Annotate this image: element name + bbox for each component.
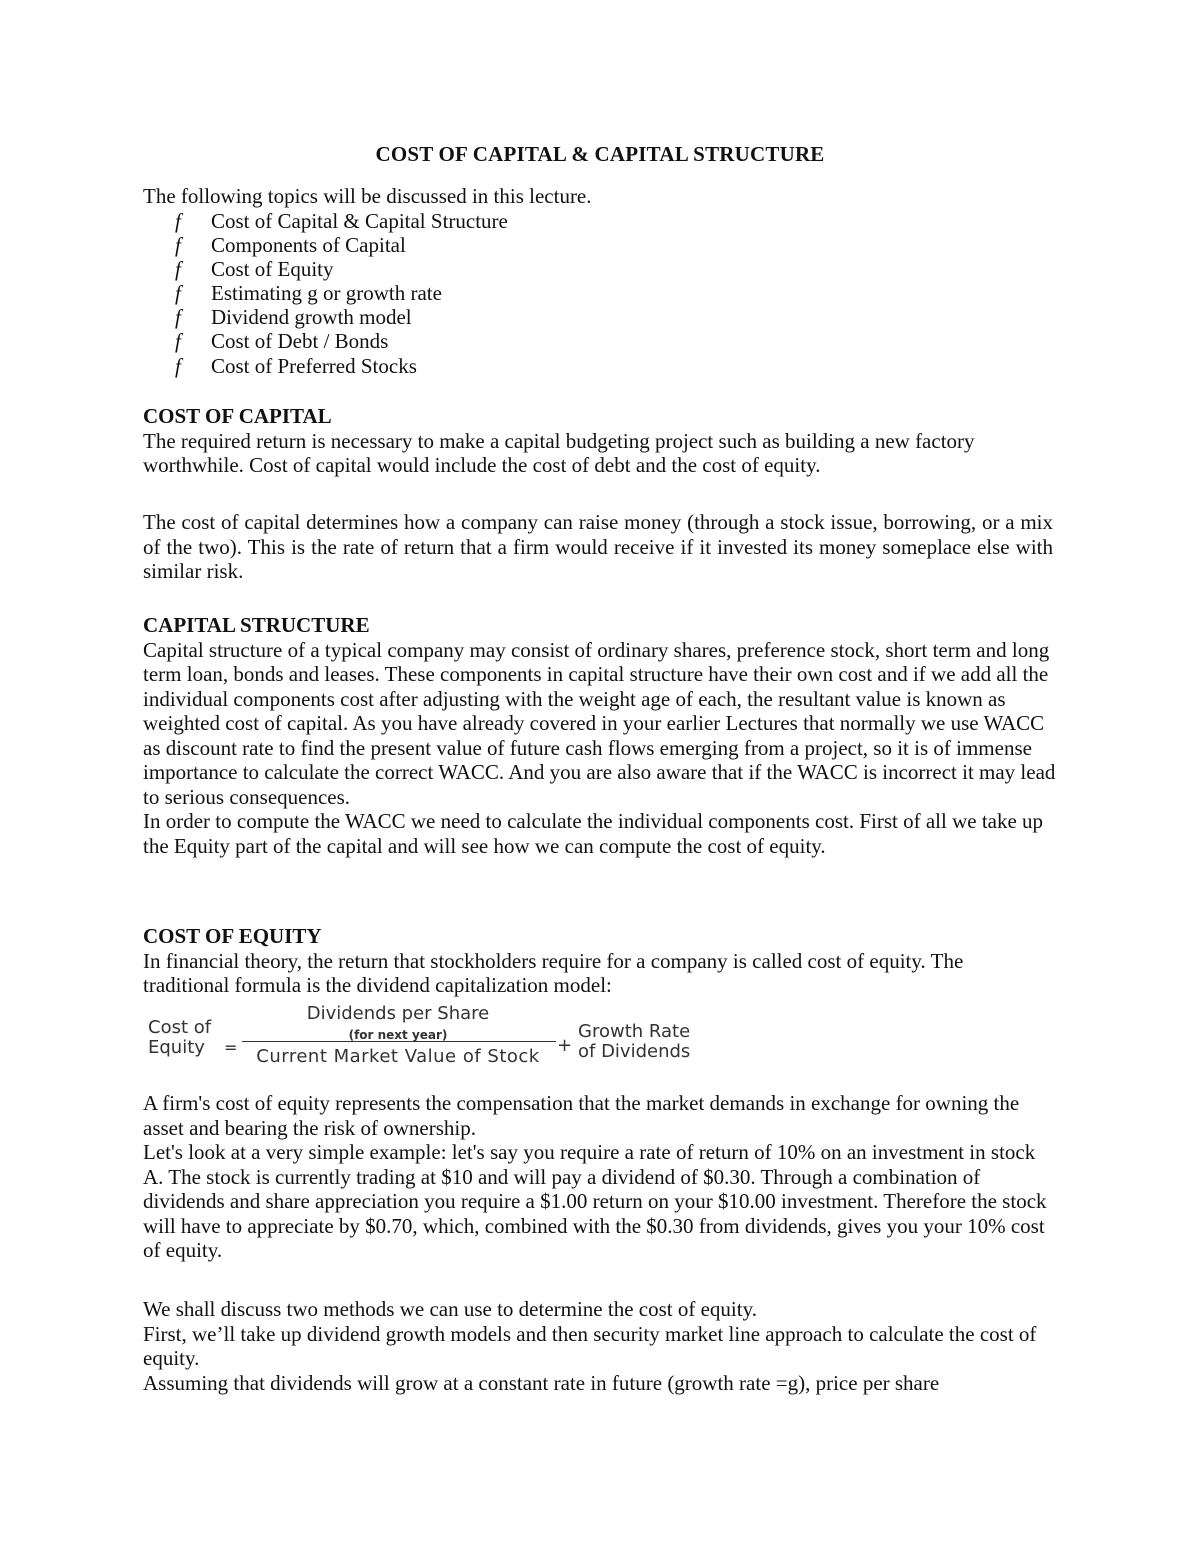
topics-list — [143, 209, 1053, 378]
topic-label: Cost of Preferred Stocks — [211, 353, 417, 378]
paragraph: The cost of capital determines how a company can raise money (through a stock issue, borrowing, or a mix of the two). This is the rate of return that a firm would receive if it invested its money someplace else with similar risk. — [143, 510, 1053, 583]
capital-structure-section — [143, 613, 1063, 858]
bullet-icon: f — [175, 256, 181, 281]
bullet-icon: f — [175, 232, 181, 257]
formula-equals: = — [224, 1038, 238, 1057]
paragraph: In financial theory, the return that stockholders require for a company is called cost of equity. The traditional formula is the dividend capitalization model: — [143, 948, 964, 997]
bullet-icon: f — [175, 353, 181, 378]
topic-label: Cost of Debt / Bonds — [211, 329, 389, 354]
paragraph: First, we’ll take up dividend growth models and then security market line approach to calculate the cost of equity. — [143, 1321, 1037, 1370]
cost-of-equity-section — [143, 924, 1023, 998]
formula-lhs: Equity — [148, 1037, 205, 1058]
section-heading: CAPITAL STRUCTURE — [143, 613, 370, 637]
paragraph: Let's look at a very simple example: let's say you require a rate of return of 10% on an investment in stock A. The stock is currently trading at $10 and will pay a dividend of $0.30. Through a combination of dividends and share appreciation you require a $1.00 return on your $10.00 investment. Therefore the stock will have to appreciate by $0.70, which, combined with the $0.30 from dividends, gives you your 10% cost of equity. — [143, 1140, 1047, 1262]
topic-label: Components of Capital — [211, 232, 406, 257]
topic-label: Estimating g or growth rate — [211, 281, 442, 306]
formula-rhs: Growth Rate — [578, 1021, 691, 1042]
bullet-icon: f — [175, 281, 181, 306]
list-item — [143, 329, 1053, 353]
intro-section — [143, 184, 1053, 378]
list-item — [143, 305, 1053, 329]
paragraph: Assuming that dividends will grow at a constant rate in future (growth rate =g), price per share — [143, 1370, 940, 1395]
cost-of-equity-formula — [146, 1002, 716, 1072]
formula-lhs: Cost of — [148, 1017, 212, 1038]
cost-of-equity-section-3 — [143, 1297, 1048, 1395]
page-title: COST OF CAPITAL & CAPITAL STRUCTURE — [375, 142, 825, 166]
list-item — [143, 257, 1053, 281]
paragraph: We shall discuss two methods we can use to determine the cost of equity. — [143, 1297, 757, 1321]
bullet-icon: f — [175, 329, 181, 354]
section-heading: COST OF EQUITY — [143, 924, 322, 948]
topic-label: Cost of Equity — [211, 256, 334, 281]
bullet-icon: f — [175, 305, 181, 330]
list-item — [143, 281, 1053, 305]
paragraph: The required return is necessary to make a capital budgeting project such as building a new factory worthwhile. Cost of capital would include the cost of debt and the cost of equity. — [143, 428, 975, 477]
cost-of-capital-section-2 — [143, 510, 1053, 584]
list-item — [143, 354, 1053, 378]
cost-of-capital-section — [143, 404, 1023, 478]
fraction-bar — [242, 1041, 556, 1042]
intro-text: The following topics will be discussed in this lecture. — [143, 184, 592, 208]
formula-plus: + — [557, 1035, 573, 1056]
bullet-icon: f — [175, 208, 181, 233]
formula-numerator-note: (for next year) — [348, 1028, 448, 1042]
formula-rhs: of Dividends — [578, 1041, 691, 1062]
topic-label: Cost of Capital & Capital Structure — [211, 208, 508, 233]
section-heading: COST OF CAPITAL — [143, 404, 332, 428]
list-item — [143, 209, 1053, 233]
topic-label: Dividend growth model — [211, 305, 412, 330]
formula-denominator: Current Market Value of Stock — [256, 1046, 540, 1067]
cost-of-equity-section-2 — [143, 1091, 1058, 1263]
paragraph: A firm's cost of equity represents the compensation that the market demands in exchange for owning the asset and bearing the risk of ownership. — [143, 1091, 1020, 1140]
paragraph: Capital structure of a typical company may consist of ordinary shares, preference stock, short term and long term loan, bonds and leases. These components in capital structure have their own cost and if we add all the individual components cost after adjusting with the weight age of each, the resultant value is known as weighted cost of capital. As you have already covered in your earlier Lectures that normally we use WACC as discount rate to find the present value of future cash flows emerging from a project, so it is of immense importance to calculate the correct WACC. And you are also aware that if the WACC is incorrect it may lead to serious consequences. — [143, 637, 1056, 809]
paragraph: In order to compute the WACC we need to calculate the individual components cost. First of all we take up the Equity part of the capital and will see how we can compute the cost of equity. — [143, 809, 1044, 858]
formula-numerator: Dividends per Share — [306, 1003, 490, 1024]
list-item — [143, 233, 1053, 257]
